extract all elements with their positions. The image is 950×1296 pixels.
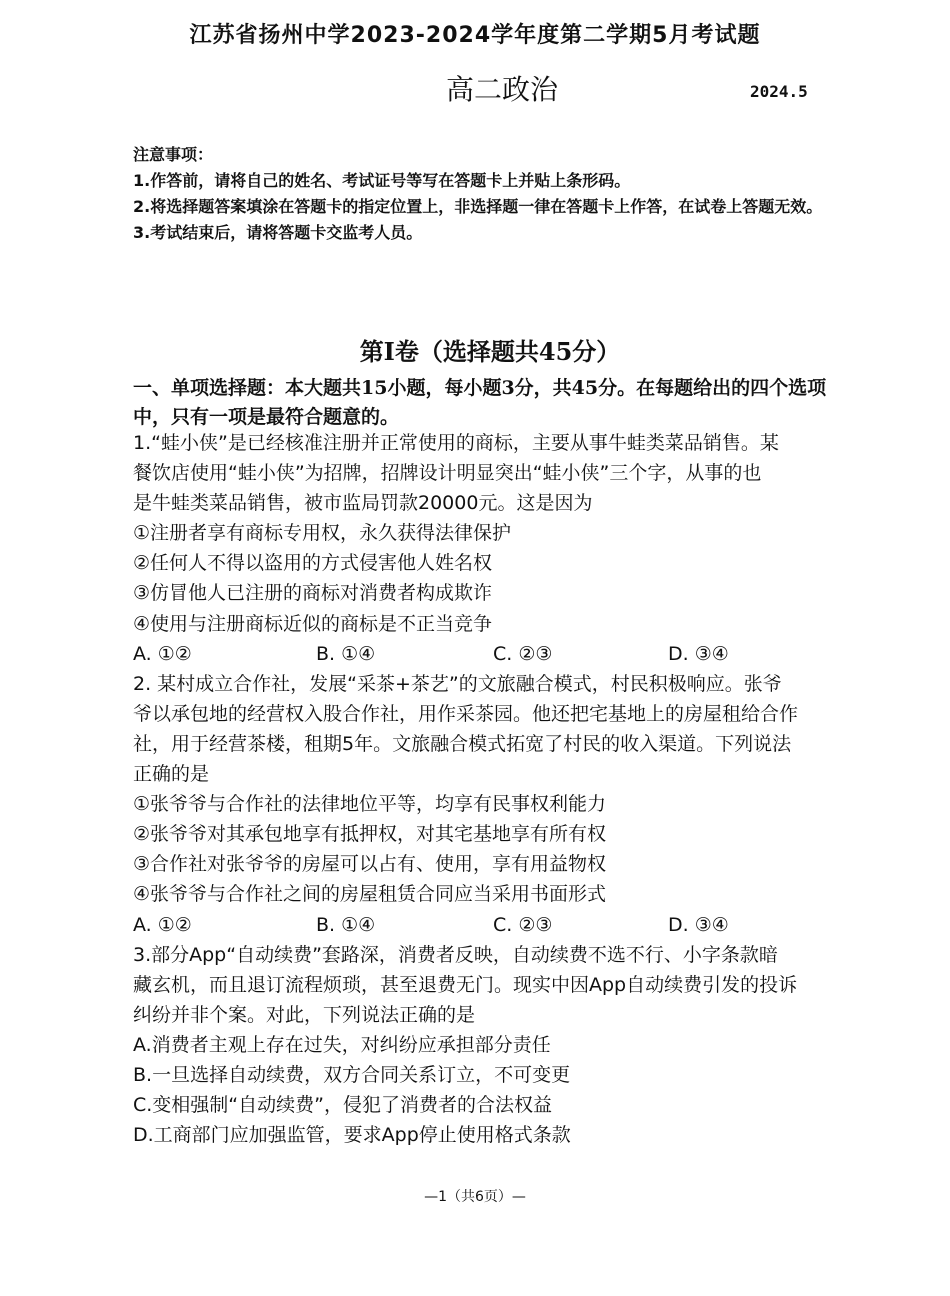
choice-a: A. ①②: [133, 913, 192, 936]
question-stem-line: 爷以承包地的经营权入股合作社，用作采茶园。他还把宅基地上的房屋租给合作: [133, 702, 799, 725]
choice-b: B. ①④: [316, 642, 376, 665]
exam-date: 2024.5: [750, 82, 808, 101]
question-stem-line: 2. 某村成立合作社，发展“采茶+茶艺”的文旅融合模式，村民积极响应。张爷: [133, 672, 782, 695]
question-1: [133, 428, 833, 669]
questions-body: [133, 428, 833, 1150]
option-d: D.工商部门应加强监管，要求App停止使用格式条款: [133, 1124, 571, 1147]
choice-a: A. ①②: [133, 642, 192, 665]
option-c: C.变相强制“自动续费”，侵犯了消费者的合法权益: [133, 1094, 552, 1117]
question-stem-line: 3.部分App“自动续费”套路深，消费者反映，自动续费不选不行、小字条款暗: [133, 943, 778, 966]
choice-d: D. ③④: [668, 913, 729, 936]
question-stem-line: 是牛蛙类菜品销售，被市监局罚款20000元。这是因为: [133, 492, 593, 515]
question-stem-line: 社，用于经营茶楼，租期5年。文旅融合模式拓宽了村民的收入渠道。下列说法: [133, 732, 792, 755]
question-stem-line: 餐饮店使用“蛙小侠”为招牌，招牌设计明显突出“蛙小侠”三个字，从事的也: [133, 462, 762, 485]
notes-block: [133, 142, 833, 246]
question-stem-line: 正确的是: [133, 763, 210, 786]
statement: ③仿冒他人已注册的商标对消费者构成欺诈: [133, 582, 493, 605]
exam-title: 江苏省扬州中学2023-2024学年度第二学期5月考试题: [189, 23, 761, 48]
subject-title: 高二政治: [446, 73, 559, 106]
option-a: A.消费者主观上存在过失，对纠纷应承担部分责任: [133, 1033, 551, 1056]
question-2: [133, 669, 833, 940]
note-item: 1.作答前，请将自己的姓名、考试证号等写在答题卡上并贴上条形码。: [133, 171, 631, 190]
question-stem-line: 纠纷并非个案。对此，下列说法正确的是: [133, 1003, 476, 1026]
answer-choices: [133, 639, 833, 669]
note-item: 3.考试结束后，请将答题卡交监考人员。: [133, 223, 423, 242]
statement: ①注册者享有商标专用权，永久获得法律保护: [133, 522, 512, 545]
notes-heading: 注意事项：: [133, 145, 214, 164]
choice-c: C. ②③: [493, 642, 553, 665]
statement: ①张爷爷与合作社的法律地位平等，均享有民事权利能力: [133, 793, 607, 816]
question-stem-line: 藏玄机，而且退订流程烦琐，甚至退费无门。现实中因App自动续费引发的投诉: [133, 973, 798, 996]
part-heading: 一、单项选择题：本大题共15小题，每小题3分，共45分。在每题给出的四个选项中，只有一项是最符合题意的。: [133, 377, 827, 428]
statement: ②张爷爷对其承包地享有抵押权，对其宅基地享有所有权: [133, 823, 607, 846]
option-b: B.一旦选择自动续费，双方合同关系订立，不可变更: [133, 1063, 571, 1086]
statement: ④张爷爷与合作社之间的房屋租赁合同应当采用书面形式: [133, 883, 607, 906]
question-stem-line: 1.“蛙小侠”是已经核准注册并正常使用的商标，主要从事牛蛙类菜品销售。某: [133, 432, 779, 454]
statement: ③合作社对张爷爷的房屋可以占有、使用，享有用益物权: [133, 853, 607, 876]
choice-d: D. ③④: [668, 642, 729, 665]
statement: ②任何人不得以盗用的方式侵害他人姓名权: [133, 552, 493, 575]
note-item: 2.将选择题答案填涂在答题卡的指定位置上，非选择题一律在答题卡上作答，在试卷上答题无效。: [133, 197, 823, 216]
choice-b: B. ①④: [316, 913, 376, 936]
choice-c: C. ②③: [493, 913, 553, 936]
question-3: [133, 940, 833, 1151]
statement: ④使用与注册商标近似的商标是不正当竞争: [133, 612, 493, 635]
page-footer: —1（共6页）—: [424, 1189, 526, 1205]
section-title: 第Ⅰ卷（选择题共45分）: [359, 337, 621, 366]
answer-choices: [133, 910, 833, 940]
